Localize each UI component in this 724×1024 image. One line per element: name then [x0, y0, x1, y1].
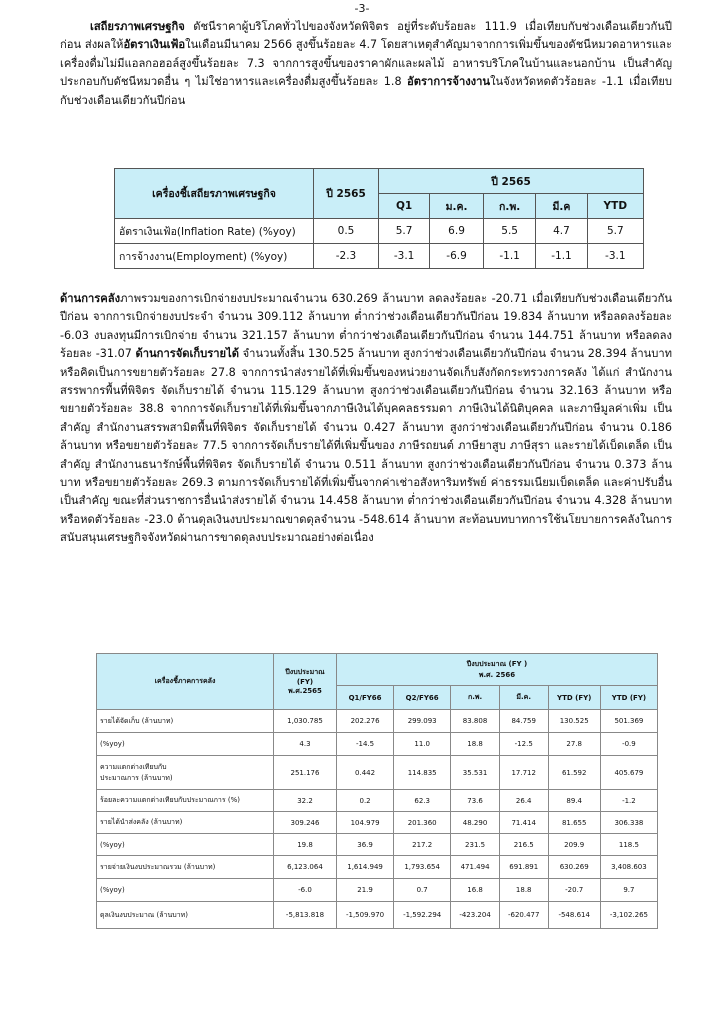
t2-cell: 71.414 — [499, 812, 548, 834]
t2-cell: -6.0 — [274, 879, 337, 902]
table-row — [115, 244, 644, 269]
t2-cell: 217.2 — [394, 834, 451, 856]
t2-cell: 6,123.064 — [274, 856, 337, 879]
t2-cell: 405.679 — [600, 756, 657, 790]
t2-cell: 306.338 — [600, 812, 657, 834]
t1-header-year-prev: ปี 2565 — [314, 169, 379, 219]
t2-cell: -548.614 — [548, 902, 600, 929]
t2-cell: 1,793.654 — [394, 856, 451, 879]
t2-cell: 118.5 — [600, 834, 657, 856]
t2-cell: -5,813.818 — [274, 902, 337, 929]
t2-cell: -12.5 — [499, 733, 548, 756]
t2-header-fy-cur-line2: พ.ศ. 2566 — [478, 670, 516, 679]
t2-cell: 62.3 — [394, 790, 451, 812]
t1-cell: 4.7 — [536, 219, 587, 244]
t2-row-label: (%yoy) — [97, 879, 274, 902]
t2-cell: 35.531 — [451, 756, 500, 790]
economic-stability-table — [114, 168, 644, 269]
table-row — [97, 812, 658, 834]
para1-bold-employment: อัตราการจ้างงาน — [407, 75, 491, 89]
t2-cell: 32.2 — [274, 790, 337, 812]
t2-cell: 3,408.603 — [600, 856, 657, 879]
t2-cell: 16.8 — [451, 879, 500, 902]
t2-row-label — [97, 756, 274, 790]
t2-cell: -1,509.970 — [337, 902, 394, 929]
t1-col-header: ก.พ. — [483, 194, 536, 219]
t2-cell: 630.269 — [548, 856, 600, 879]
t2-row-label: รายจ่ายเงินงบประมาณรวม (ล้านบาท) — [97, 856, 274, 879]
t2-cell: 0.7 — [394, 879, 451, 902]
t2-cell: 104.979 — [337, 812, 394, 834]
t2-cell: 231.5 — [451, 834, 500, 856]
t2-cell: 201.360 — [394, 812, 451, 834]
t2-cell: -620.477 — [499, 902, 548, 929]
fiscal-indicator-table — [96, 653, 658, 929]
t1-cell: 5.7 — [379, 219, 430, 244]
t2-cell: 1,030.785 — [274, 710, 337, 733]
t1-cell: 6.9 — [430, 219, 484, 244]
t2-cell: -1,592.294 — [394, 902, 451, 929]
t1-row-label: อัตราเงินเฟ้อ(Inflation Rate) (%yoy) — [115, 219, 314, 244]
t2-cell: 26.4 — [499, 790, 548, 812]
para1-bold-inflation: อัตราเงินเฟ้อ — [123, 38, 186, 52]
t2-col-header: YTD (FY) — [600, 686, 657, 710]
table-row — [97, 902, 658, 929]
t2-header-indicator: เครื่องชี้ภาคการคลัง — [97, 654, 274, 710]
para2-text1: ภาพรวมของการเบิกจ่ายงบประมาณจำนวน 630.269 ล้านบาท ลดลงร้อยละ -20.71 เมื่อเทียบกับช่วงเดือนเดียวกันปีก่อน จากการเบิกจ่ายงบประจำ จำนวน 309.112 ล้านบาท ต่ำกว่าช่วงเดือนเดียวกันปีก่อน 19.834 ล้านบาท หรือลดลงร้อยละ -6.03 งบลงทุนมีการเบิกจ่าย จำนวน 321.157 ล้านบาท ต่ำกว่าช่วงเดือนเดียวกันปีก่อน จำนวน 144.751 ล้านบาท หรือลดลงร้อยละ -31.07 — [60, 292, 672, 361]
t2-cell: 501.369 — [600, 710, 657, 733]
t2-cell: 0.442 — [337, 756, 394, 790]
t1-col-header: Q1 — [379, 194, 430, 219]
t1-cell: -1.1 — [536, 244, 587, 269]
t2-cell: 36.9 — [337, 834, 394, 856]
t2-cell: 27.8 — [548, 733, 600, 756]
t1-cell: -6.9 — [430, 244, 484, 269]
t2-col-header: Q1/FY66 — [337, 686, 394, 710]
table-row — [97, 834, 658, 856]
t2-cell: 18.8 — [451, 733, 500, 756]
heading-fiscal: ด้านการคลัง — [60, 292, 121, 305]
t2-row-label: รายได้นำส่งคลัง (ล้านบาท) — [97, 812, 274, 834]
t2-cell: 471.494 — [451, 856, 500, 879]
paragraph-fiscal — [60, 290, 672, 548]
t1-header-year-cur: ปี 2565 — [379, 169, 644, 194]
t2-cell: 17.712 — [499, 756, 548, 790]
heading-economic-stability: เสถียรภาพเศรษฐกิจ — [90, 20, 185, 33]
t1-row-label: การจ้างงาน(Employment) (%yoy) — [115, 244, 314, 269]
t2-cell: 84.759 — [499, 710, 548, 733]
t2-header-fy-cur-line1: ปีงบประมาณ (FY ) — [466, 659, 528, 668]
t2-col-header: YTD (FY) — [548, 686, 600, 710]
t2-header-fy-prev — [274, 654, 337, 710]
table-row — [97, 710, 658, 733]
t2-row-label-line2: ประมาณการ (ล้านบาท) — [100, 773, 173, 782]
t1-col-header: มี.ค — [536, 194, 587, 219]
t1-col-header: YTD — [587, 194, 643, 219]
t2-cell: 4.3 — [274, 733, 337, 756]
t1-cell: -3.1 — [587, 244, 643, 269]
t2-cell: 9.7 — [600, 879, 657, 902]
t2-header-fy-prev-line1: ปีงบประมาณ — [285, 667, 325, 676]
para2-bold-revenue: ด้านการจัดเก็บรายได้ — [135, 347, 239, 361]
t2-row-label: ดุลเงินงบประมาณ (ล้านบาท) — [97, 902, 274, 929]
t1-cell: 0.5 — [314, 219, 379, 244]
t2-cell: -14.5 — [337, 733, 394, 756]
t2-cell: 61.592 — [548, 756, 600, 790]
t2-col-header: ก.พ. — [451, 686, 500, 710]
para1-text2: ในเดือนมีนาคม 2566 สูงขึ้นร้อยละ 4.7 โดยสาเหตุสำคัญมาจากการเพิ่มขึ้นของดัชนีหมวดอาหารและเครื่องดื่มไม่มีแอลกอฮอล์สูงขึ้นร้อยละ 7.3 จากการสูงขึ้นของราคาผักและผลไม้ อาหารบริโภคในบ้านและนอกบ้าน เป็นสำคัญ ประกอบกับดัชนีหมวดอื่น ๆ ไม่ใช่อาหารและเครื่องดื่มสูงขึ้นร้อยละ 1.8 — [60, 38, 672, 89]
table-row — [97, 756, 658, 790]
para1-text1: ดัชนีราคาผู้บริโภคทั่วไปของจังหวัดพิจิตร อยู่ที่ระดับร้อยละ 111.9 เมื่อเทียบกับช่วงเดือนเดียวกันปีก่อน ส่งผลให้ — [60, 20, 672, 52]
t2-cell: 691.891 — [499, 856, 548, 879]
t2-cell: 216.5 — [499, 834, 548, 856]
table-row — [97, 790, 658, 812]
t2-col-header: มี.ค. — [499, 686, 548, 710]
page-number: -3- — [354, 2, 370, 15]
t1-cell: -3.1 — [379, 244, 430, 269]
t2-cell: -3,102.265 — [600, 902, 657, 929]
para2-text2: จำนวนทั้งสิ้น 130.525 ล้านบาท สูงกว่าช่วงเดือนเดียวกันปีก่อน จำนวน 28.394 ล้านบาท หรือคิดเป็นการขยายตัวร้อยละ 27.8 จากการนำส่งรายได้ที่เพิ่มขึ้นของหน่วยงานจัดเก็บสังกัดกระทรวงการคลัง ได้แก่ สำนักงานสรรพากรพื้นที่พิจิตร จัดเก็บรายได้ จำนวน 115.129 ล้านบาท สูงกว่าช่วงเดือนเดียวกันปีก่อน จำนวน 32.163 ล้านบาท หรือขยายตัวร้อยละ 38.8 จากการจัดเก็บรายได้ที่เพิ่มขึ้นจากภาษีเงินได้บุคคลธรรมดา ภาษีเงินได้นิติบุคคล และภาษีมูลค่าเพิ่ม เป็นสำคัญ สำนักงานสรรพสามิตพื้นที่พิจิตร จัดเก็บรายได้ จำนวน 0.427 ล้านบาท สูงกว่าช่วงเดือนเดียวกันปีก่อน จำนวน 0.186 ล้านบาท หรือขยายตัวร้อยละ 77.5 จากการจัดเก็บรายได้ที่เพิ่มขึ้นของ ภาษีรถยนต์ ภาษียาสูบ ภาษีสุรา และรายได้เบ็ดเตล็ด เป็นสำคัญ สำนักงานธนารักษ์พื้นที่พิจิตร จัดเก็บรายได้ จำนวน 0.511 ล้านบาท สูงกว่าช่วงเดือนเดียวกันปีก่อน จำนวน 0.373 ล้านบาท หรือขยายตัวร้อยละ 269.3 ตามการจัดเก็บรายได้ที่เพิ่มขึ้นจากค่าเช่าอสังหาริมทรัพย์ ค่าธรรมเนียมเบ็ดเตล็ด และค่าปรับอื่น เป็นสำคัญ ขณะที่ส่วนราชการอื่นนำส่งรายได้ จำนวน 14.458 ล้านบาท ต่ำกว่าช่วงเดือนเดียวกันปีก่อน จำนวน 4.328 ล้านบาท หรือหดตัวร้อยละ -23.0 ด้านดุลเงินงบประมาณขาดดุลจำนวน -548.614 ล้านบาท สะท้อนบทบาทการใช้นโยบายการคลังในการสนับสนุนเศรษฐกิจจังหวัดผ่านการขาดดุลงบประมาณอย่างต่อเนื่อง — [60, 347, 673, 545]
t2-cell: 11.0 — [394, 733, 451, 756]
t2-cell: 251.176 — [274, 756, 337, 790]
table-row — [97, 879, 658, 902]
t2-cell: 21.9 — [337, 879, 394, 902]
t1-cell: -1.1 — [483, 244, 536, 269]
t2-cell: 202.276 — [337, 710, 394, 733]
t1-cell: 5.5 — [483, 219, 536, 244]
t2-cell: 130.525 — [548, 710, 600, 733]
t2-cell: 209.9 — [548, 834, 600, 856]
t2-cell: 89.4 — [548, 790, 600, 812]
t2-row-label: รายได้จัดเก็บ (ล้านบาท) — [97, 710, 274, 733]
t2-cell: 81.655 — [548, 812, 600, 834]
t2-cell: 299.093 — [394, 710, 451, 733]
t2-row-label: (%yoy) — [97, 834, 274, 856]
t2-cell: -20.7 — [548, 879, 600, 902]
t2-header-fy-prev-line2: (FY) — [296, 677, 314, 686]
t2-header-fy-prev-line3: พ.ศ.2565 — [288, 686, 322, 695]
para1-text3: ในจังหวัดหดตัวร้อยละ -1.1 เมื่อเทียบกับช่วงเดือนเดียวกันปีก่อน — [60, 75, 672, 107]
table-row — [97, 733, 658, 756]
table-row — [97, 856, 658, 879]
t2-col-header: Q2/FY66 — [394, 686, 451, 710]
t2-cell: -0.9 — [600, 733, 657, 756]
t2-cell: 114.835 — [394, 756, 451, 790]
t1-cell: 5.7 — [587, 219, 643, 244]
t2-cell: -423.204 — [451, 902, 500, 929]
t2-cell: 73.6 — [451, 790, 500, 812]
table-row — [115, 219, 644, 244]
t2-cell: 48.290 — [451, 812, 500, 834]
t2-cell: 1,614.949 — [337, 856, 394, 879]
t2-cell: 0.2 — [337, 790, 394, 812]
t2-row-label: ร้อยละความแตกต่างเทียบกับประมาณการ (%) — [97, 790, 274, 812]
t2-cell: 309.246 — [274, 812, 337, 834]
t2-row-label-line1: ความแตกต่างเทียบกับ — [100, 762, 167, 771]
t2-cell: 18.8 — [499, 879, 548, 902]
t2-cell: 83.808 — [451, 710, 500, 733]
t1-col-header: ม.ค. — [430, 194, 484, 219]
t2-cell: 19.8 — [274, 834, 337, 856]
t2-header-fy-cur — [337, 654, 658, 686]
paragraph-economic-stability — [60, 18, 672, 110]
t1-cell: -2.3 — [314, 244, 379, 269]
t1-header-indicator: เครื่องชี้เสถียรภาพเศรษฐกิจ — [115, 169, 314, 219]
t2-row-label: (%yoy) — [97, 733, 274, 756]
t2-cell: -1.2 — [600, 790, 657, 812]
